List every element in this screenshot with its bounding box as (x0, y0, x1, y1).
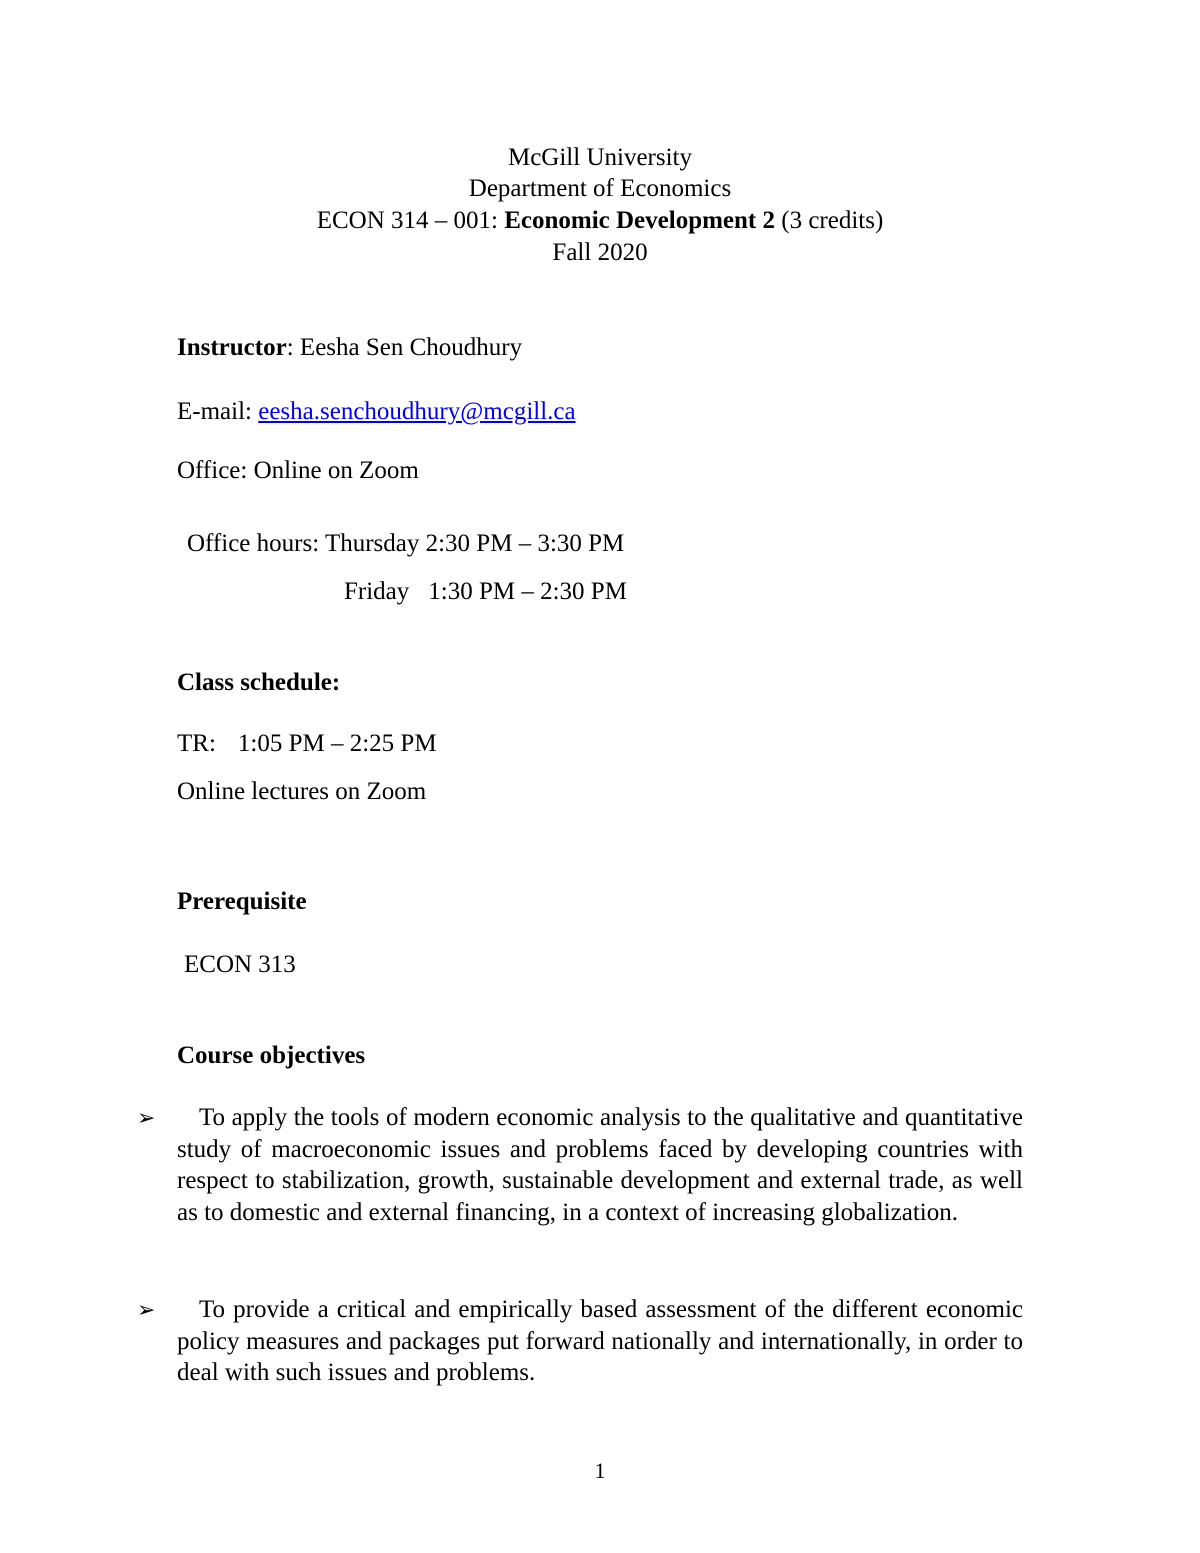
office-hours-time-2: 1:30 PM – 2:30 PM (428, 578, 627, 605)
instructor-line (177, 333, 522, 363)
university-name: McGill University (507, 144, 692, 171)
email-link[interactable]: eesha.senchoudhury@mcgill.ca (258, 398, 576, 425)
prerequisite-course: ECON 313 (184, 951, 296, 978)
arrow-bullet-icon: ➢ (137, 1298, 156, 1323)
office-hours-line-1: Office hours: Thursday 2:30 PM – 3:30 PM (187, 530, 625, 557)
arrow-bullet-icon: ➢ (137, 1106, 156, 1131)
class-time: 1:05 PM – 2:25 PM (237, 730, 437, 757)
course-title-line (0, 206, 1200, 236)
office-location: Office: Online on Zoom (177, 457, 419, 484)
instructor-separator: : (286, 334, 300, 361)
course-title: Economic Development 2 (504, 207, 775, 234)
email-label: E-mail: (177, 398, 259, 425)
course-credits: (3 credits) (775, 207, 884, 234)
department-name: Department of Economics (468, 175, 732, 202)
objectives-heading: Course objectives (177, 1042, 366, 1069)
instructor-name: Eesha Sen Choudhury (299, 334, 523, 361)
class-days: TR: (177, 730, 216, 757)
page-number: 1 (594, 1458, 606, 1483)
instructor-label: Instructor (177, 334, 287, 361)
class-schedule-heading: Class schedule: (177, 669, 341, 696)
office-hours-day-2: Friday (344, 578, 410, 605)
email-line (177, 397, 576, 427)
class-mode: Online lectures on Zoom (177, 778, 427, 805)
prerequisite-heading: Prerequisite (177, 888, 307, 915)
course-code: ECON 314 – 001: (316, 207, 505, 234)
class-schedule-time-line (177, 729, 437, 759)
objective-item-2: To provide a critical and empirically based assessment of the different economic policy measures and packages put forward nationally and internationally, in order to deal with such issues and problems. (177, 1296, 1023, 1386)
term: Fall 2020 (552, 239, 648, 266)
office-hours-line-2 (344, 577, 627, 607)
objective-item-1: To apply the tools of modern economic analysis to the qualitative and quantitative study of macroeconomic issues and problems faced by developing countries with respect to stabilization, growth, sustainable development and external trade, as well as to domestic and external financing, in a context of increasing globalization. (177, 1104, 1023, 1226)
